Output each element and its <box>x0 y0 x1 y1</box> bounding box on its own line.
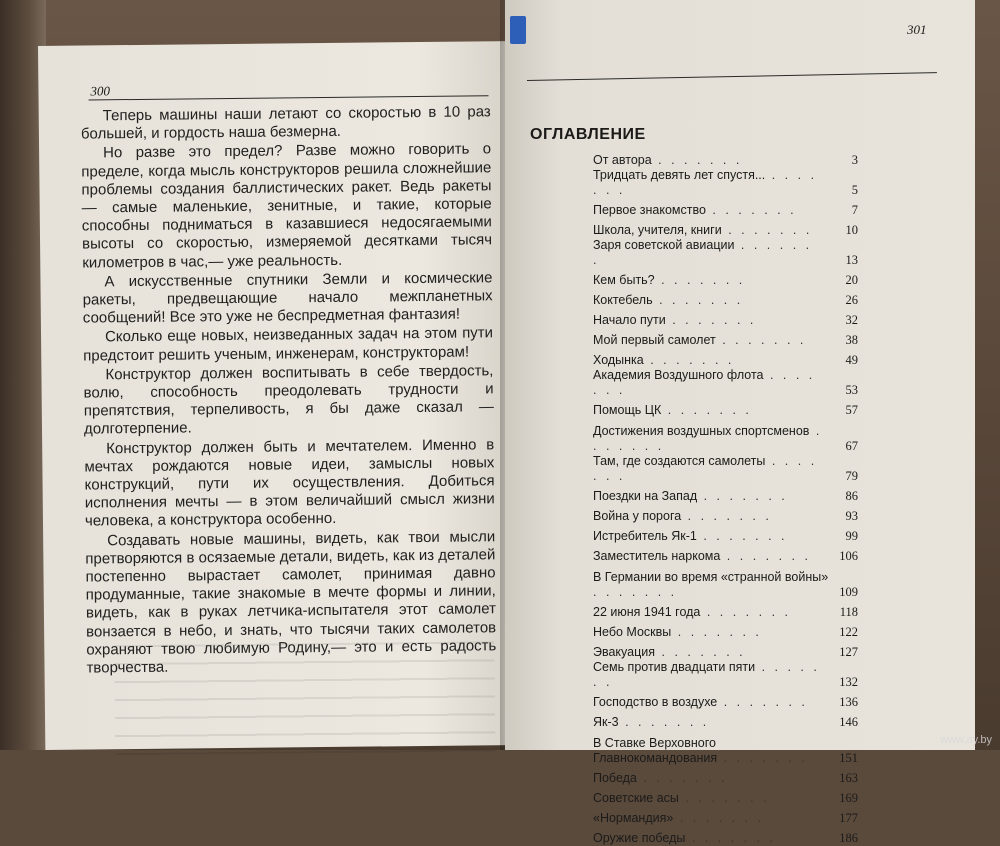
toc-entry <box>593 600 858 620</box>
paragraph: Сколько еще новых, неизведанных задач на этом пути предстоит решить ученым, инженерам, конструкторам! <box>83 324 494 365</box>
toc-entry-title <box>593 791 824 806</box>
toc-leader-dots: . . . . . . . <box>636 771 728 785</box>
toc-leader-dots: . . . . . . . <box>593 454 818 483</box>
toc-entry-title <box>593 715 824 730</box>
toc-leader-dots: . . . . . . . <box>681 509 772 523</box>
toc-entry-page: 5 <box>851 183 858 197</box>
toc-leader-dots: . . . . . . . <box>593 660 820 689</box>
toc-leader-dots: . . . . . . . <box>685 831 777 845</box>
toc-entry <box>593 218 858 238</box>
toc-leader-dots: . . . . . . . <box>700 605 791 619</box>
toc-entry-page: 49 <box>845 353 858 367</box>
toc-entry-label: Семь против двадцати пяти <box>593 660 756 674</box>
toc-entry-page: 26 <box>845 293 858 307</box>
toc-entry-title <box>593 238 824 268</box>
toc-leader-dots: . . . . . . . <box>652 293 744 307</box>
toc-entry <box>593 398 858 418</box>
toc-entry-label: Ходынка <box>593 353 644 367</box>
toc-leader-dots: . . . . . . . <box>673 811 764 825</box>
toc-entry <box>593 168 858 198</box>
toc-entry-label: Начало пути <box>593 313 666 327</box>
toc-entry-page: 57 <box>845 403 858 417</box>
toc-entry-title <box>593 509 824 524</box>
right-header-rule <box>527 72 937 81</box>
toc-entry <box>593 348 858 368</box>
toc-entry-page: 10 <box>845 223 858 237</box>
toc-leader-dots: . . . . . . . <box>654 273 746 287</box>
toc-entry-page: 132 <box>839 675 858 689</box>
left-header-rule <box>89 95 489 100</box>
toc-entry-title <box>593 736 834 766</box>
toc-entry <box>593 786 858 806</box>
toc-entry <box>593 690 858 710</box>
toc-entry-page: 99 <box>845 529 858 543</box>
toc-entry-page: 163 <box>839 771 858 785</box>
toc-entry-label: Небо Москвы <box>593 625 672 639</box>
toc-entry <box>593 730 858 766</box>
toc-leader-dots: . . . . . . . <box>678 791 770 805</box>
toc-entry-label: Мой первый самолет <box>593 333 716 347</box>
toc-entry-page: 127 <box>839 645 858 659</box>
toc-entry-page: 7 <box>851 203 858 217</box>
toc-entry-label: Советские асы <box>593 791 679 805</box>
left-page-number: 300 <box>90 83 111 99</box>
toc-entry-page: 151 <box>839 751 858 765</box>
toc-entry-label: Тридцать девять лет спустя... <box>593 168 766 182</box>
toc-entry <box>593 368 858 398</box>
toc-entry <box>593 766 858 786</box>
toc-entry <box>593 288 858 308</box>
toc-entry-label: От автора <box>593 153 652 167</box>
toc-entry-label: Достижения воздушных спортсменов <box>593 424 810 438</box>
toc-entry-label: Академия Воздушного флота <box>593 368 764 382</box>
toc-leader-dots: . . . . . . . <box>665 313 757 327</box>
toc-entry-label: Первое знакомство <box>593 203 706 217</box>
toc-entry-title <box>593 811 824 826</box>
toc-entry-label: Як-3 <box>593 715 619 729</box>
toc-entry-page: 13 <box>845 253 858 267</box>
watermark: www.ay.by <box>940 734 992 746</box>
toc-entry-label: Истребитель Як-1 <box>593 529 697 543</box>
toc-entry-title <box>593 223 824 238</box>
toc-entry-page: 136 <box>839 695 858 709</box>
toc-entry <box>593 504 858 524</box>
right-page-number: 301 <box>907 22 927 37</box>
toc-entry-label: Кем быть? <box>593 273 655 287</box>
paragraph: Создавать новые машины, видеть, как твои мысли претворяются в осязаемые детали, видеть, как из деталей постепенно вырастает самолет, принимая давно продуманные, такие знакомые в мечте формы и линии, видеть, как в руках летчика-испытателя этот самолет вонзается в небо, и знать, что тысячи таких самолетов охраняют твою любимую Родину,— это и есть радость творчества. <box>85 527 497 677</box>
toc-entry-label: Эвакуация <box>593 645 656 659</box>
toc-entry <box>593 418 858 454</box>
toc-entry-page: 106 <box>839 549 858 563</box>
toc-entry-page: 146 <box>839 715 858 729</box>
toc-leader-dots: . . . . . . . <box>715 333 807 347</box>
toc-entry-title <box>593 203 824 218</box>
toc-leader-dots: . . . . . . . <box>717 751 808 765</box>
toc-entry <box>593 660 858 690</box>
toc-entry-page: 67 <box>845 439 858 453</box>
toc-leader-dots: . . . . . . . <box>593 585 678 599</box>
toc-entry-title <box>593 660 827 690</box>
toc-entry-page: 38 <box>845 333 858 347</box>
toc-leader-dots: . . . . . . . <box>661 403 752 417</box>
toc-entry-label: «Нормандия» <box>593 811 674 825</box>
toc-entry-label: Школа, учителя, книги <box>593 223 722 237</box>
paragraph: Теперь машины наши летают со скоростью в 10 раз большей, и гордость наша безмерна. <box>80 103 491 143</box>
toc-leader-dots: . . . . . . . <box>705 203 797 217</box>
toc-entry <box>593 484 858 504</box>
toc-leader-dots: . . . . . . . <box>618 715 710 729</box>
toc-entry-title <box>593 771 824 786</box>
paragraph: А искусственные спутники Земли и космические ракеты, предвещающие начало межпланетных сообщений! Все это уже не беспредметная фантазия! <box>82 269 493 327</box>
toc-entry-title <box>593 424 832 454</box>
toc-leader-dots: . . . . . . . <box>655 645 746 659</box>
toc-leader-dots: . . . . . . . <box>720 549 811 563</box>
toc-entry-page: 53 <box>845 383 858 397</box>
toc-entry-label: Заря советской авиации <box>593 238 735 252</box>
toc-entry-label: Оружие победы <box>593 831 686 845</box>
toc-entry-title <box>593 168 828 198</box>
toc-entry <box>593 268 858 288</box>
toc-entry-label: Коктебель <box>593 293 653 307</box>
toc-entry-page: 93 <box>845 509 858 523</box>
toc-entry-page: 186 <box>839 831 858 845</box>
left-body-text <box>81 103 497 679</box>
toc-leader-dots: . . . . . . . <box>717 695 808 709</box>
toc-entry-label: В Германии во время «странной войны» <box>593 570 829 584</box>
toc-entry-label: Война у порога <box>593 509 682 523</box>
toc-entry-title <box>593 831 824 846</box>
toc-leader-dots: . . . . . . . <box>651 153 743 167</box>
toc-entry-page: 3 <box>851 153 858 167</box>
toc-leader-dots: . . . . . . . <box>593 424 823 453</box>
toc-leader-dots: . . . . . . . <box>721 223 813 237</box>
toc-entry-title <box>593 333 824 348</box>
toc-entry <box>593 564 858 600</box>
toc-entry-title <box>593 313 824 328</box>
toc-entry <box>593 198 858 218</box>
toc-entry <box>593 710 858 730</box>
toc-entry-title <box>593 489 824 504</box>
bookmark-tab <box>510 16 526 44</box>
toc-entry-title <box>593 695 824 710</box>
paragraph: Конструктор должен быть и мечтателем. Именно в мечтах рождаются новые идеи, замыслы новых конструкций, пути их осуществления. Добиться исполнения мечты — в этом величайший смысл жизни человека, а конструктора особенно. <box>84 435 495 531</box>
toc-entry-page: 20 <box>845 273 858 287</box>
toc-entry-label: Господство в воздухе <box>593 695 718 709</box>
toc-entry-title <box>593 368 827 398</box>
toc-entry-page: 122 <box>839 625 858 639</box>
toc-entry-page: 177 <box>839 811 858 825</box>
toc-entry-page: 79 <box>845 469 858 483</box>
toc-leader-dots: . . . . . . . <box>671 625 762 639</box>
right-page <box>505 0 975 845</box>
toc-entry-page: 32 <box>845 313 858 327</box>
toc-entry-label: В Ставке Верховного Главнокомандования <box>593 736 718 765</box>
toc-entry-title <box>593 153 824 168</box>
toc-entry-label: Заместитель наркома <box>593 549 721 563</box>
toc-entry-title <box>593 645 824 660</box>
toc-entry <box>593 524 858 544</box>
toc-entry <box>593 148 858 168</box>
toc-leader-dots: . . . . . . . <box>696 529 788 543</box>
table-of-contents <box>593 148 858 846</box>
toc-entry-title <box>593 605 824 620</box>
toc-entry-label: Победа <box>593 771 637 785</box>
toc-entry <box>593 826 858 846</box>
left-page <box>38 41 521 750</box>
bleed-through-text <box>114 641 495 765</box>
toc-entry <box>593 454 858 484</box>
toc-entry-title <box>593 570 833 600</box>
toc-leader-dots: . . . . . . . <box>593 168 818 197</box>
toc-entry-title <box>593 454 828 484</box>
toc-entry-label: 22 июня 1941 года <box>593 605 701 619</box>
toc-entry-label: Там, где создаются самолеты <box>593 454 766 468</box>
toc-entry-title <box>593 529 824 544</box>
toc-entry <box>593 806 858 826</box>
toc-entry-page: 118 <box>839 605 858 619</box>
paragraph: Конструктор должен воспитывать в себе твердость, волю, способность преодолевать трудности и препятствия, терпеливость, я бы даже сказал — долготерпение. <box>83 362 494 438</box>
paragraph: Но разве это предел? Разве можно говорить о пределе, когда мысль конструкторов решила сложнейшие проблемы создания баллистических ракет. Ведь ракеты — самые маленькие, зенитные, и такие, которые способны подниматься в казавшиеся недосягаемыми высоты со скоростью, измеряемой десятками тысяч километров в час,— уже реальность. <box>81 140 493 272</box>
toc-entry-title <box>593 273 824 288</box>
toc-entry-title <box>593 293 824 308</box>
toc-leader-dots: . . . . . . . <box>593 238 813 267</box>
toc-entry-page: 86 <box>845 489 858 503</box>
toc-entry-title <box>593 625 824 640</box>
toc-entry <box>593 308 858 328</box>
toc-entry-label: Помощь ЦК <box>593 403 662 417</box>
toc-leader-dots: . . . . . . . <box>593 368 816 397</box>
toc-entry <box>593 620 858 640</box>
toc-entry-page: 169 <box>839 791 858 805</box>
toc-entry <box>593 544 858 564</box>
toc-entry-page: 109 <box>839 585 858 599</box>
toc-leader-dots: . . . . . . . <box>643 353 735 367</box>
toc-entry <box>593 328 858 348</box>
toc-entry <box>593 238 858 268</box>
toc-entry-title <box>593 353 824 368</box>
toc-entry <box>593 640 858 660</box>
toc-title: ОГЛАВЛЕНИЕ <box>530 126 646 143</box>
toc-entry-title <box>593 403 824 418</box>
toc-entry-title <box>593 549 824 564</box>
toc-leader-dots: . . . . . . . <box>697 489 788 503</box>
toc-entry-label: Поездки на Запад <box>593 489 698 503</box>
